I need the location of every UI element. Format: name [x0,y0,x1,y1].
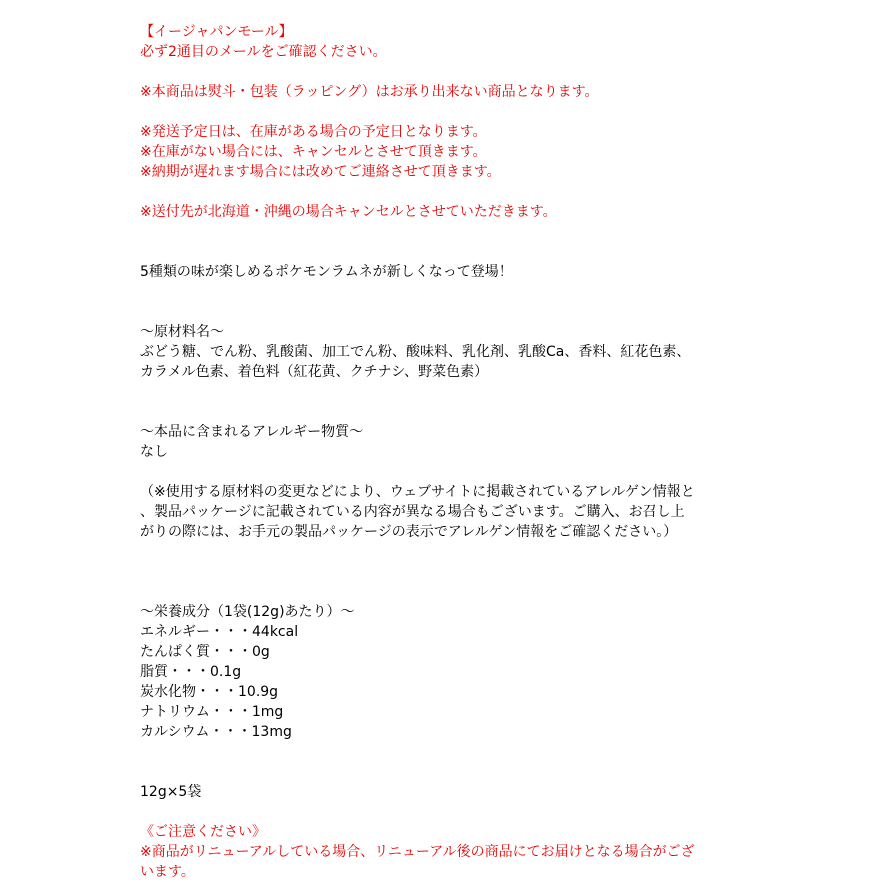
shop-name: 【イージャパンモール】 [140,24,293,40]
no-wrapping-notice: ※本商品は熨斗・包装（ラッピング）はお承り出来ない商品となります。 [140,84,599,100]
spacer [140,742,700,762]
spacer [140,102,700,122]
spacer [140,302,700,322]
product-description [140,22,700,882]
nutrition-row: 脂質・・・0.1g [140,664,242,680]
spacer [140,282,700,302]
nutrition-row: ナトリウム・・・1mg [140,704,284,720]
spacer [140,222,700,242]
caution-heading: 《ご注意ください》 [140,824,266,840]
check-email-notice: 必ず2通目のメールをご確認ください。 [140,44,387,60]
spacer [140,582,700,602]
out-of-stock-notice: ※在庫がない場合には、キャンセルとさせて頂きます。 [140,144,487,160]
spacer [140,542,700,562]
delivery-delay-notice: ※納期が遅れます場合には改めてご連絡させて頂きます。 [140,164,501,180]
package-size: 12g×5袋 [140,784,202,800]
spacer [140,562,700,582]
allergens-value: なし [140,444,168,460]
product-tagline: 5種類の味が楽しめるポケモンラムネが新しくなって登場！ [140,264,513,280]
nutrition-row: 炭水化物・・・10.9g [140,684,279,700]
ship-date-notice: ※発送予定日は、在庫がある場合の予定日となります。 [140,124,487,140]
spacer [140,462,700,482]
spacer [140,402,700,422]
spacer [140,62,700,82]
caution-line: います。 [140,864,195,880]
spacer [140,802,700,822]
spacer [140,762,700,782]
spacer [140,242,700,262]
ingredients-heading: ～原材料名～ [140,324,224,340]
ingredients-line: カラメル色素、着色料（紅花黄、クチナシ、野菜色素） [140,364,489,380]
allergens-heading: ～本品に含まれるアレルギー物質～ [140,424,364,440]
spacer [140,382,700,402]
nutrition-row: カルシウム・・・13mg [140,724,292,740]
region-cancel-notice: ※送付先が北海道・沖縄の場合キャンセルとさせていただきます。 [140,204,557,220]
allergens-note-line: （※使用する原材料の変更などにより、ウェブサイトに掲載されているアレルゲン情報と [140,484,695,500]
allergens-note-line: 、製品パッケージに記載されている内容が異なる場合もございます。ご購入、お召し上 [140,504,685,520]
nutrition-heading: ～栄養成分（1袋(12g)あたり）～ [140,604,355,620]
caution-line: ※商品がリニューアルしている場合、リニューアル後の商品にてお届けとなる場合がござ [140,844,695,860]
nutrition-row: エネルギー・・・44kcal [140,624,299,640]
ingredients-line: ぶどう糖、でん粉、乳酸菌、加工でん粉、酸味料、乳化剤、乳酸Ca、香料、紅花色素、 [140,344,691,360]
allergens-note-line: がりの際には、お手元の製品パッケージの表示でアレルゲン情報をご確認ください。） [140,524,678,540]
spacer [140,182,700,202]
nutrition-row: たんぱく質・・・0g [140,644,270,660]
